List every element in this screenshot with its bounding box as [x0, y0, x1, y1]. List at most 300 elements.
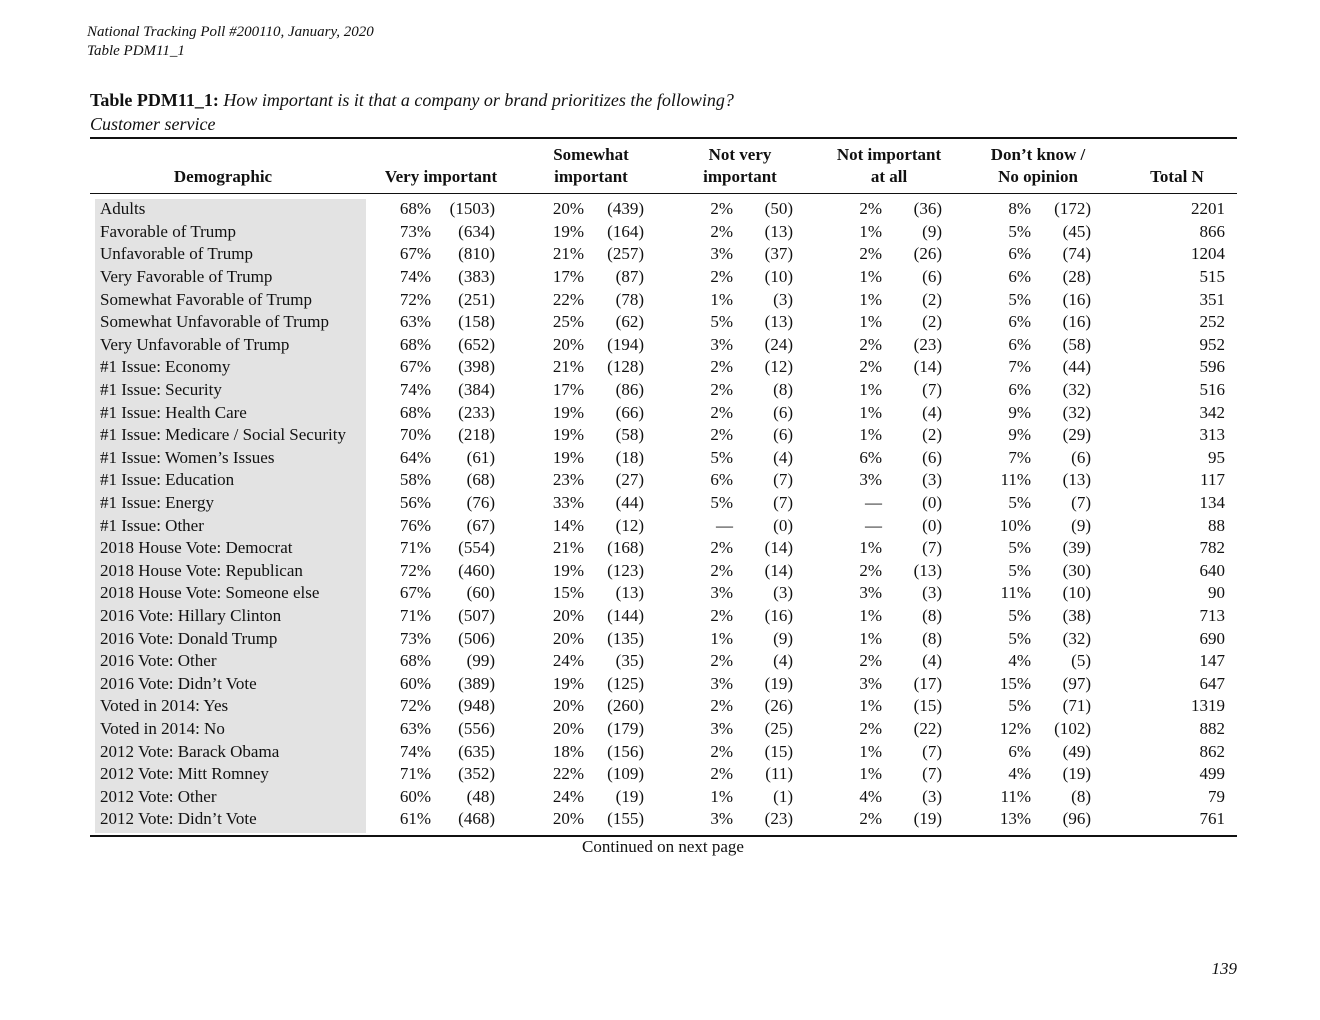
cell-count: (507) — [458, 605, 495, 625]
cell-count: (13) — [913, 560, 942, 580]
cell-percent: 2% — [710, 651, 733, 671]
cell-count: (6) — [1071, 447, 1091, 467]
cell-percent: 19% — [552, 673, 584, 693]
cell-count: (13) — [615, 583, 644, 603]
cell-percent: 19% — [552, 402, 584, 422]
cell-count: (0) — [922, 493, 942, 513]
cell-percent: 3% — [859, 583, 882, 603]
cell-percent: 5% — [1008, 538, 1031, 558]
cell-percent: 71% — [399, 764, 431, 784]
cell-count: (9) — [773, 628, 793, 648]
cell-total-n: 88 — [1208, 515, 1225, 535]
cell-count: (48) — [466, 786, 495, 806]
cell-count: (102) — [1054, 718, 1091, 738]
cell-count: (218) — [458, 425, 495, 445]
row-label: Adults — [100, 199, 146, 219]
cell-percent: 72% — [399, 560, 431, 580]
cell-count: (19) — [913, 809, 942, 829]
cell-percent: 72% — [399, 289, 431, 309]
cell-percent: 23% — [552, 470, 584, 490]
results-table — [90, 198, 1225, 831]
row-label: #1 Issue: Other — [100, 515, 204, 535]
cell-percent: 1% — [859, 289, 882, 309]
col-header-not-important — [819, 144, 959, 188]
cell-percent: 5% — [1008, 289, 1031, 309]
table-id-header: Table PDM11_1 — [87, 43, 185, 59]
cell-count: (128) — [607, 357, 644, 377]
cell-percent: 5% — [710, 493, 733, 513]
cell-count: (68) — [466, 470, 495, 490]
table-row — [90, 718, 1225, 741]
cell-percent: 2% — [710, 199, 733, 219]
cell-percent: 68% — [399, 334, 431, 354]
cell-count: (634) — [458, 221, 495, 241]
table-row — [90, 379, 1225, 402]
cell-count: (12) — [615, 515, 644, 535]
table-body — [90, 198, 1225, 831]
cell-count: (4) — [922, 402, 942, 422]
table-row — [90, 266, 1225, 289]
cell-total-n: 640 — [1199, 560, 1225, 580]
cell-count: (26) — [913, 244, 942, 264]
col-header-line: Don’t know / — [990, 145, 1086, 164]
cell-count: (460) — [458, 560, 495, 580]
cell-percent: 2% — [710, 357, 733, 377]
cell-count: (36) — [913, 199, 942, 219]
cell-percent: 68% — [399, 651, 431, 671]
cell-count: (4) — [922, 651, 942, 671]
cell-count: (1) — [773, 786, 793, 806]
cell-count: (11) — [765, 764, 793, 784]
cell-percent: 60% — [399, 786, 431, 806]
cell-total-n: 134 — [1199, 493, 1225, 513]
cell-percent: 14% — [552, 515, 584, 535]
cell-percent: 58% — [399, 470, 431, 490]
cell-percent: 6% — [1008, 741, 1031, 761]
cell-percent: 1% — [859, 267, 882, 287]
table-row — [90, 424, 1225, 447]
cell-count: (810) — [458, 244, 495, 264]
cell-percent: 19% — [552, 221, 584, 241]
cell-count: (66) — [615, 402, 644, 422]
cell-percent: 1% — [859, 741, 882, 761]
cell-count: (39) — [1062, 538, 1091, 558]
cell-count: (3) — [922, 470, 942, 490]
cell-count: (3) — [922, 583, 942, 603]
cell-count: (14) — [764, 538, 793, 558]
cell-percent: 60% — [399, 673, 431, 693]
table-row — [90, 808, 1225, 831]
cell-percent: 15% — [552, 583, 584, 603]
cell-percent: 21% — [552, 357, 584, 377]
cell-count: (23) — [913, 334, 942, 354]
cell-percent: 73% — [399, 221, 431, 241]
cell-count: (7) — [773, 493, 793, 513]
cell-count: (179) — [607, 718, 644, 738]
table-row — [90, 356, 1225, 379]
cell-count: (7) — [922, 380, 942, 400]
cell-total-n: 342 — [1199, 402, 1225, 422]
cell-percent: 76% — [399, 515, 431, 535]
col-header-line: important — [703, 167, 777, 186]
cell-count: (87) — [615, 267, 644, 287]
table-row — [90, 605, 1225, 628]
cell-percent: 3% — [710, 809, 733, 829]
cell-count: (50) — [764, 199, 793, 219]
cell-count: (10) — [764, 267, 793, 287]
row-label: 2012 Vote: Didn’t Vote — [100, 809, 257, 829]
cell-percent: 1% — [859, 628, 882, 648]
cell-percent: 2% — [859, 651, 882, 671]
cell-percent: — — [716, 515, 733, 535]
cell-count: (194) — [607, 334, 644, 354]
cell-percent: 17% — [552, 380, 584, 400]
row-label: 2016 Vote: Hillary Clinton — [100, 605, 282, 625]
cell-count: (125) — [607, 673, 644, 693]
table-row — [90, 740, 1225, 763]
cell-percent: — — [865, 493, 882, 513]
cell-percent: 68% — [399, 402, 431, 422]
table-row — [90, 334, 1225, 357]
cell-percent: 20% — [552, 696, 584, 716]
cell-percent: 56% — [399, 493, 431, 513]
cell-count: (158) — [458, 312, 495, 332]
row-label: #1 Issue: Medicare / Social Security — [100, 425, 346, 445]
cell-percent: 1% — [859, 764, 882, 784]
cell-percent: 67% — [399, 357, 431, 377]
cell-percent: 1% — [859, 221, 882, 241]
cell-percent: 1% — [859, 538, 882, 558]
cell-count: (439) — [607, 199, 644, 219]
cell-percent: 74% — [399, 267, 431, 287]
row-label: 2012 Vote: Mitt Romney — [100, 764, 269, 784]
cell-percent: 11% — [1000, 786, 1031, 806]
row-label: 2016 Vote: Other — [100, 651, 217, 671]
cell-percent: — — [865, 515, 882, 535]
cell-percent: 17% — [552, 267, 584, 287]
cell-count: (67) — [466, 515, 495, 535]
cell-count: (13) — [1062, 470, 1091, 490]
cell-percent: 2% — [710, 267, 733, 287]
cell-count: (15) — [764, 741, 793, 761]
cell-percent: 67% — [399, 583, 431, 603]
cell-percent: 3% — [710, 673, 733, 693]
cell-percent: 8% — [1008, 199, 1031, 219]
cell-count: (30) — [1062, 560, 1091, 580]
cell-count: (2) — [922, 312, 942, 332]
cell-count: (4) — [773, 651, 793, 671]
cell-count: (257) — [607, 244, 644, 264]
cell-percent: 22% — [552, 289, 584, 309]
cell-count: (32) — [1062, 380, 1091, 400]
row-label: 2012 Vote: Barack Obama — [100, 741, 280, 761]
cell-percent: 9% — [1008, 402, 1031, 422]
col-header-somewhat-important — [521, 144, 661, 188]
cell-count: (3) — [773, 583, 793, 603]
cell-count: (2) — [922, 289, 942, 309]
cell-percent: 2% — [710, 380, 733, 400]
cell-count: (168) — [607, 538, 644, 558]
cell-count: (0) — [773, 515, 793, 535]
cell-percent: 6% — [1008, 267, 1031, 287]
cell-percent: 63% — [399, 312, 431, 332]
cell-percent: 6% — [1008, 334, 1031, 354]
cell-count: (3) — [922, 786, 942, 806]
table-row — [90, 469, 1225, 492]
cell-percent: 19% — [552, 425, 584, 445]
table-row — [90, 492, 1225, 515]
cell-count: (29) — [1062, 425, 1091, 445]
cell-total-n: 713 — [1199, 605, 1225, 625]
cell-count: (86) — [615, 380, 644, 400]
row-label: #1 Issue: Education — [100, 470, 235, 490]
cell-total-n: 147 — [1199, 651, 1225, 671]
cell-count: (7) — [922, 741, 942, 761]
table-row — [90, 763, 1225, 786]
cell-count: (58) — [615, 425, 644, 445]
row-label: 2018 House Vote: Someone else — [100, 583, 320, 603]
cell-percent: 1% — [859, 312, 882, 332]
cell-count: (352) — [458, 764, 495, 784]
col-header-line: at all — [870, 167, 908, 186]
cell-percent: 24% — [552, 786, 584, 806]
cell-percent: 25% — [552, 312, 584, 332]
row-label: Very Unfavorable of Trump — [100, 334, 290, 354]
cell-count: (62) — [615, 312, 644, 332]
cell-percent: 5% — [1008, 628, 1031, 648]
cell-percent: 20% — [552, 605, 584, 625]
cell-total-n: 647 — [1199, 673, 1225, 693]
cell-percent: 7% — [1008, 447, 1031, 467]
cell-percent: 5% — [1008, 221, 1031, 241]
cell-count: (389) — [458, 673, 495, 693]
cell-total-n: 690 — [1199, 628, 1225, 648]
cell-percent: 2% — [710, 402, 733, 422]
row-label: #1 Issue: Energy — [100, 493, 214, 513]
cell-count: (123) — [607, 560, 644, 580]
cell-count: (14) — [913, 357, 942, 377]
row-label: Very Favorable of Trump — [100, 267, 273, 287]
table-row — [90, 560, 1225, 583]
cell-percent: 2% — [710, 741, 733, 761]
cell-percent: 1% — [859, 696, 882, 716]
table-row — [90, 650, 1225, 673]
cell-percent: 2% — [710, 696, 733, 716]
cell-percent: 7% — [1008, 357, 1031, 377]
col-header-line: Not very — [708, 145, 772, 164]
cell-count: (16) — [1062, 289, 1091, 309]
cell-count: (172) — [1054, 199, 1091, 219]
cell-count: (14) — [764, 560, 793, 580]
cell-total-n: 2201 — [1191, 199, 1225, 219]
cell-count: (8) — [1071, 786, 1091, 806]
cell-percent: 20% — [552, 334, 584, 354]
col-header-total: Total N — [1150, 167, 1204, 186]
cell-percent: 1% — [859, 380, 882, 400]
cell-total-n: 761 — [1199, 809, 1225, 829]
cell-percent: 18% — [552, 741, 584, 761]
cell-total-n: 79 — [1208, 786, 1225, 806]
cell-percent: 63% — [399, 718, 431, 738]
cell-count: (27) — [615, 470, 644, 490]
col-header-not-very-important — [670, 144, 810, 188]
cell-total-n: 515 — [1199, 267, 1225, 287]
cell-percent: 2% — [859, 809, 882, 829]
cell-total-n: 882 — [1199, 718, 1225, 738]
cell-count: (58) — [1062, 334, 1091, 354]
table-row — [90, 401, 1225, 424]
cell-count: (99) — [466, 651, 495, 671]
cell-count: (35) — [615, 651, 644, 671]
cell-count: (135) — [607, 628, 644, 648]
table-question: How important is it that a company or brand prioritizes the following? — [223, 90, 734, 110]
cell-count: (1503) — [449, 199, 495, 219]
cell-total-n: 499 — [1199, 764, 1225, 784]
cell-percent: 6% — [859, 447, 882, 467]
cell-percent: 2% — [859, 244, 882, 264]
cell-total-n: 782 — [1199, 538, 1225, 558]
cell-count: (37) — [764, 244, 793, 264]
row-label: 2016 Vote: Didn’t Vote — [100, 673, 257, 693]
cell-count: (16) — [1062, 312, 1091, 332]
cell-percent: 20% — [552, 718, 584, 738]
cell-count: (16) — [764, 605, 793, 625]
cell-count: (556) — [458, 718, 495, 738]
cell-count: (13) — [764, 221, 793, 241]
cell-count: (15) — [913, 696, 942, 716]
cell-percent: 3% — [710, 583, 733, 603]
table-row — [90, 785, 1225, 808]
cell-count: (144) — [607, 605, 644, 625]
cell-percent: 2% — [859, 560, 882, 580]
cell-percent: 3% — [710, 244, 733, 264]
cell-percent: 1% — [710, 786, 733, 806]
table-title — [90, 88, 734, 112]
cell-total-n: 1319 — [1191, 696, 1225, 716]
cell-count: (6) — [922, 447, 942, 467]
cell-count: (28) — [1062, 267, 1091, 287]
cell-count: (71) — [1062, 696, 1091, 716]
cell-count: (17) — [913, 673, 942, 693]
cell-percent: 2% — [710, 605, 733, 625]
cell-count: (49) — [1062, 741, 1091, 761]
cell-percent: 61% — [399, 809, 431, 829]
row-label: #1 Issue: Health Care — [100, 402, 247, 422]
cell-percent: 11% — [1000, 583, 1031, 603]
cell-count: (19) — [1062, 764, 1091, 784]
cell-percent: 10% — [999, 515, 1031, 535]
cell-percent: 22% — [552, 764, 584, 784]
cell-percent: 2% — [710, 425, 733, 445]
cell-count: (2) — [922, 425, 942, 445]
cell-count: (6) — [773, 402, 793, 422]
cell-count: (8) — [773, 380, 793, 400]
continued-note: Continued on next page — [582, 837, 744, 856]
cell-count: (948) — [458, 696, 495, 716]
cell-count: (26) — [764, 696, 793, 716]
table-row — [90, 243, 1225, 266]
cell-count: (383) — [458, 267, 495, 287]
cell-percent: 2% — [859, 199, 882, 219]
table-subtitle: Customer service — [90, 114, 216, 134]
cell-percent: 3% — [710, 334, 733, 354]
cell-count: (45) — [1062, 221, 1091, 241]
cell-percent: 2% — [859, 718, 882, 738]
cell-count: (10) — [1062, 583, 1091, 603]
cell-total-n: 862 — [1199, 741, 1225, 761]
cell-percent: 68% — [399, 199, 431, 219]
cell-count: (13) — [764, 312, 793, 332]
cell-count: (44) — [615, 493, 644, 513]
cell-percent: 5% — [710, 312, 733, 332]
cell-count: (7) — [922, 764, 942, 784]
cell-percent: 20% — [552, 809, 584, 829]
cell-count: (19) — [764, 673, 793, 693]
cell-total-n: 952 — [1199, 334, 1225, 354]
cell-count: (9) — [922, 221, 942, 241]
cell-count: (398) — [458, 357, 495, 377]
cell-count: (9) — [1071, 515, 1091, 535]
cell-count: (60) — [466, 583, 495, 603]
cell-percent: 1% — [859, 425, 882, 445]
row-label: 2012 Vote: Other — [100, 786, 217, 806]
cell-percent: 20% — [552, 628, 584, 648]
row-label: Somewhat Favorable of Trump — [100, 289, 313, 309]
table-row — [90, 627, 1225, 650]
row-label: 2018 House Vote: Democrat — [100, 538, 293, 558]
cell-percent: 71% — [399, 538, 431, 558]
cell-count: (6) — [922, 267, 942, 287]
cell-percent: 71% — [399, 605, 431, 625]
cell-percent: 70% — [399, 425, 431, 445]
cell-percent: 1% — [859, 605, 882, 625]
cell-count: (74) — [1062, 244, 1091, 264]
cell-total-n: 90 — [1208, 583, 1225, 603]
table-row — [90, 514, 1225, 537]
cell-count: (32) — [1062, 402, 1091, 422]
cell-percent: 1% — [710, 628, 733, 648]
cell-percent: 6% — [1008, 312, 1031, 332]
cell-count: (76) — [466, 493, 495, 513]
cell-count: (109) — [607, 764, 644, 784]
cell-count: (156) — [607, 741, 644, 761]
cell-count: (61) — [466, 447, 495, 467]
row-label: Unfavorable of Trump — [100, 244, 253, 264]
cell-percent: 2% — [710, 560, 733, 580]
cell-percent: 74% — [399, 741, 431, 761]
cell-total-n: 866 — [1199, 221, 1225, 241]
cell-percent: 11% — [1000, 470, 1031, 490]
col-header-very-important: Very important — [384, 167, 498, 186]
cell-count: (0) — [922, 515, 942, 535]
cell-percent: 74% — [399, 380, 431, 400]
cell-percent: 1% — [859, 402, 882, 422]
cell-count: (251) — [458, 289, 495, 309]
cell-percent: 3% — [859, 470, 882, 490]
cell-count: (32) — [1062, 628, 1091, 648]
cell-percent: 21% — [552, 244, 584, 264]
cell-count: (506) — [458, 628, 495, 648]
cell-percent: 3% — [710, 718, 733, 738]
col-header-line: No opinion — [998, 167, 1078, 186]
cell-count: (554) — [458, 538, 495, 558]
cell-percent: 24% — [552, 651, 584, 671]
cell-count: (25) — [764, 718, 793, 738]
cell-total-n: 95 — [1208, 447, 1225, 467]
cell-total-n: 252 — [1199, 312, 1225, 332]
table-row — [90, 221, 1225, 244]
row-label: #1 Issue: Economy — [100, 357, 231, 377]
